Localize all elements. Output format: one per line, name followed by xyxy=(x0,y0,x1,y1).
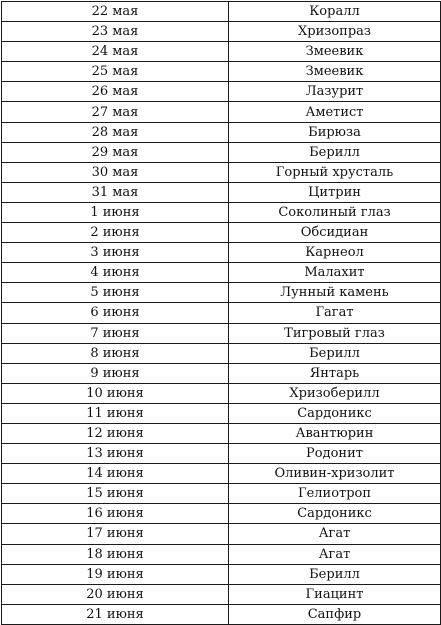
stone-cell: Сардоникс xyxy=(229,504,441,524)
date-cell: 2 июня xyxy=(2,223,229,243)
date-cell: 15 июня xyxy=(2,484,229,504)
stone-cell: Берилл xyxy=(229,142,441,162)
table-row xyxy=(2,62,441,82)
stone-cell: Хризопраз xyxy=(229,22,441,42)
table-row xyxy=(2,243,441,263)
table-row xyxy=(2,343,441,363)
table-row xyxy=(2,383,441,403)
table-row xyxy=(2,42,441,62)
date-cell: 27 мая xyxy=(2,102,229,122)
stone-cell: Аметист xyxy=(229,102,441,122)
table-row xyxy=(2,423,441,443)
stone-cell: Гагат xyxy=(229,303,441,323)
table-row xyxy=(2,142,441,162)
table-row xyxy=(2,524,441,544)
stone-cell: Коралл xyxy=(229,2,441,22)
table-row xyxy=(2,122,441,142)
stone-cell: Янтарь xyxy=(229,363,441,383)
table-row xyxy=(2,584,441,604)
stone-cell: Гиацинт xyxy=(229,584,441,604)
date-cell: 23 мая xyxy=(2,22,229,42)
date-cell: 4 июня xyxy=(2,263,229,283)
stone-cell: Гелиотроп xyxy=(229,484,441,504)
stone-cell: Агат xyxy=(229,524,441,544)
date-cell: 10 июня xyxy=(2,383,229,403)
stone-cell: Лазурит xyxy=(229,82,441,102)
date-cell: 31 мая xyxy=(2,182,229,202)
stone-cell: Берилл xyxy=(229,343,441,363)
stone-cell: Карнеол xyxy=(229,243,441,263)
table-row xyxy=(2,363,441,383)
table-row xyxy=(2,182,441,202)
date-cell: 24 мая xyxy=(2,42,229,62)
stone-cell: Берилл xyxy=(229,564,441,584)
table-row xyxy=(2,22,441,42)
date-cell: 16 июня xyxy=(2,504,229,524)
date-cell: 9 июня xyxy=(2,363,229,383)
date-cell: 8 июня xyxy=(2,343,229,363)
table-row xyxy=(2,303,441,323)
table-row xyxy=(2,464,441,484)
table-row xyxy=(2,403,441,423)
stone-cell: Сардоникс xyxy=(229,403,441,423)
stone-cell: Цитрин xyxy=(229,182,441,202)
date-cell: 6 июня xyxy=(2,303,229,323)
stone-cell: Змеевик xyxy=(229,62,441,82)
table-row xyxy=(2,2,441,22)
table-row xyxy=(2,564,441,584)
table-row xyxy=(2,283,441,303)
stone-cell: Сапфир xyxy=(229,604,441,624)
date-cell: 21 июня xyxy=(2,604,229,624)
table-row xyxy=(2,604,441,624)
stone-cell: Авантюрин xyxy=(229,423,441,443)
table-body xyxy=(2,2,441,625)
date-cell: 19 июня xyxy=(2,564,229,584)
date-cell: 22 мая xyxy=(2,2,229,22)
date-cell: 25 мая xyxy=(2,62,229,82)
date-cell: 3 июня xyxy=(2,243,229,263)
table-row xyxy=(2,544,441,564)
stone-cell: Оливин-хризолит xyxy=(229,464,441,484)
stone-cell: Горный хрусталь xyxy=(229,162,441,182)
table-row xyxy=(2,223,441,243)
date-cell: 30 мая xyxy=(2,162,229,182)
stone-cell: Малахит xyxy=(229,263,441,283)
date-cell: 28 мая xyxy=(2,122,229,142)
date-cell: 11 июня xyxy=(2,403,229,423)
table-row xyxy=(2,162,441,182)
stone-cell: Родонит xyxy=(229,444,441,464)
date-cell: 29 мая xyxy=(2,142,229,162)
stone-cell: Тигровый глаз xyxy=(229,323,441,343)
date-cell: 26 мая xyxy=(2,82,229,102)
date-cell: 13 июня xyxy=(2,444,229,464)
table-row xyxy=(2,82,441,102)
date-cell: 18 июня xyxy=(2,544,229,564)
table-row xyxy=(2,263,441,283)
stone-cell: Обсидиан xyxy=(229,223,441,243)
date-cell: 12 июня xyxy=(2,423,229,443)
table-row xyxy=(2,444,441,464)
table-row xyxy=(2,484,441,504)
table-row xyxy=(2,102,441,122)
table-row xyxy=(2,504,441,524)
stone-cell: Хризоберилл xyxy=(229,383,441,403)
stone-cell: Соколиный глаз xyxy=(229,202,441,222)
date-cell: 14 июня xyxy=(2,464,229,484)
stone-cell: Бирюза xyxy=(229,122,441,142)
table-row xyxy=(2,323,441,343)
date-cell: 7 июня xyxy=(2,323,229,343)
stone-cell: Агат xyxy=(229,544,441,564)
stone-cell: Змеевик xyxy=(229,42,441,62)
stone-cell: Лунный камень xyxy=(229,283,441,303)
birthstone-table xyxy=(1,1,441,625)
date-cell: 17 июня xyxy=(2,524,229,544)
date-cell: 20 июня xyxy=(2,584,229,604)
table-row xyxy=(2,202,441,222)
date-cell: 1 июня xyxy=(2,202,229,222)
date-cell: 5 июня xyxy=(2,283,229,303)
